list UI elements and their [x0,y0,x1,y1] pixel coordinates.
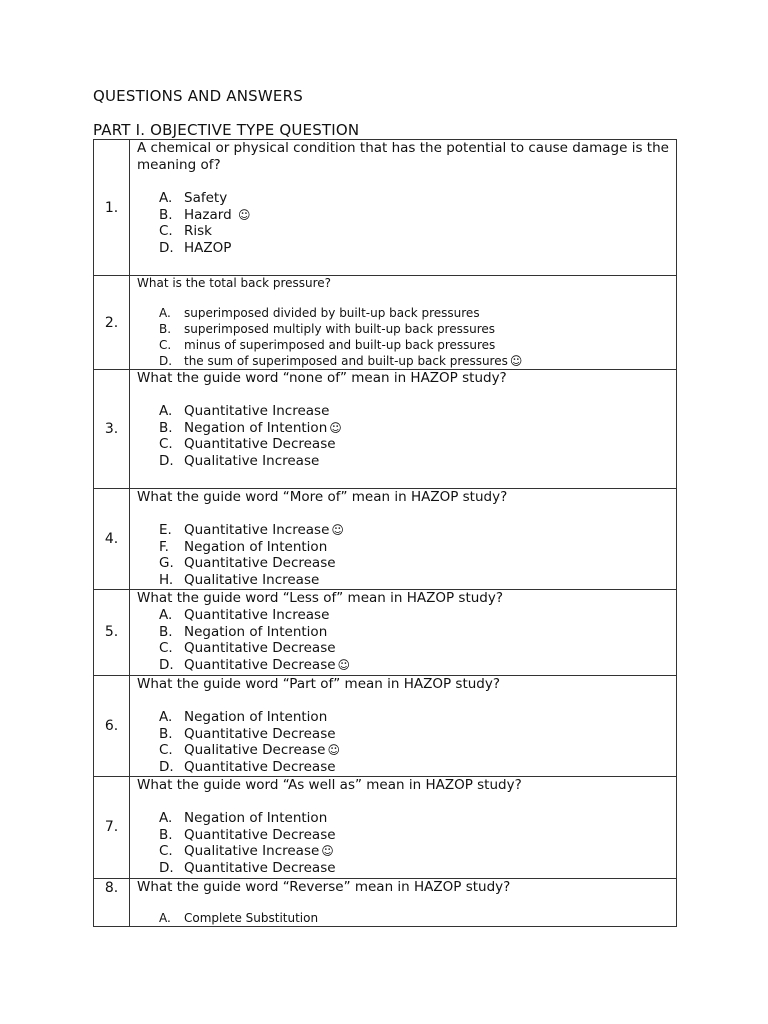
options-list [137,522,672,589]
question-cell [130,140,677,276]
question-text: What the guide word “Part of” mean in HAZOP study? [137,675,501,692]
options-list [137,403,672,470]
smiley-icon: ☺ [327,743,340,758]
option-text: Quantitative Increase [184,522,330,538]
smiley-icon: ☺ [331,523,344,537]
question-row-2 [94,276,677,370]
options-list [137,305,672,369]
option [137,843,672,860]
option [137,223,672,240]
option-letter: B. [159,826,173,843]
option [137,657,672,674]
option-text: Risk [184,223,212,240]
option [137,726,672,743]
question-cell [130,675,677,776]
question-row-6 [94,675,677,776]
option-letter: A. [159,708,173,725]
option-letter: H. [159,572,174,589]
option-text: Qualitative Decrease [184,742,326,759]
option [137,353,672,369]
question-row-7 [94,776,677,878]
part-heading: PART I. OBJECTIVE TYPE QUESTION [93,121,360,139]
question-number: 4. [94,489,130,590]
option [137,207,672,224]
option-text: Quantitative Decrease [184,640,336,657]
question-number: 6. [94,675,130,776]
option-letter: D. [159,656,174,673]
options-list [137,910,672,926]
option-text: the sum of superimposed and built-up back pressures [184,354,508,368]
smiley-icon: ☺ [509,354,523,368]
option [137,759,672,776]
option-text: Safety [184,190,228,206]
option-letter: E. [159,522,172,538]
option-letter: B. [159,623,173,640]
question-text: What the guide word “Less of” mean in HAZOP study? [137,589,504,606]
option-letter: G. [159,555,174,572]
option-text: Hazard [184,206,236,223]
option-letter: D. [159,859,174,876]
option-text: Quantitative Increase [184,606,330,623]
option [137,240,672,257]
option-text: Quantitative Decrease [184,656,336,673]
option [137,640,672,657]
option-letter: D. [159,758,174,775]
question-text: What the guide word “More of” mean in HAZOP study? [137,489,508,505]
option-text: Negation of Intention [184,623,328,640]
question-text: What the guide word “Reverse” mean in HAZOP study? [137,878,511,895]
option [137,337,672,353]
option-text: Quantitative Decrease [184,758,336,775]
option-letter: B. [159,419,173,436]
option-letter: B. [159,322,172,336]
option [137,910,672,926]
option-text: superimposed multiply with built-up back pressures [184,322,496,336]
question-cell [130,276,677,370]
option [137,305,672,321]
option [137,190,672,207]
question-text: What is the total back pressure? [137,276,332,290]
question-text: A chemical or physical condition that has the potential to cause damage is the meaning of? [137,140,669,173]
question-number: 7. [94,776,130,878]
option-letter: D. [159,453,174,470]
option-letter: C. [159,742,173,759]
option [137,860,672,877]
option [137,403,672,420]
option [137,810,672,827]
option-text: Qualitative Increase [184,453,320,470]
option [137,453,672,470]
question-row-3 [94,370,677,489]
question-number: 1. [94,140,130,276]
option-text: Negation of Intention [184,419,328,436]
question-cell [130,878,677,926]
question-number: 2. [94,276,130,370]
option-letter: A. [159,910,171,925]
option [137,709,672,726]
smiley-icon: ☺ [321,844,334,859]
option-letter: A. [159,190,173,206]
question-row-4 [94,489,677,590]
option [137,321,672,337]
option [137,742,672,759]
smiley-icon: ☺ [237,207,251,222]
option-text: Negation of Intention [184,538,328,555]
option-letter: C. [159,640,173,657]
option [137,827,672,844]
question-row-5 [94,589,677,675]
option-text: Quantitative Decrease [184,725,336,742]
question-cell [130,589,677,675]
question-number: 3. [94,370,130,489]
option-letter: B. [159,725,173,742]
option [137,539,672,556]
option-text: Quantitative Decrease [184,826,336,843]
option-text: Complete Substitution [184,910,319,925]
question-number: 5. [94,589,130,675]
option-text: HAZOP [184,240,232,257]
option [137,555,672,572]
option [137,607,672,624]
option-letter: A. [159,403,173,419]
option-letter: F. [159,538,169,555]
option-text: Quantitative Decrease [184,436,336,453]
option-text: minus of superimposed and built-up back pressures [184,338,496,352]
option-text: Qualitative Increase [184,843,320,860]
smiley-icon: ☺ [337,657,351,672]
option-text: superimposed divided by built-up back pressures [184,306,480,320]
option-letter: A. [159,306,171,320]
question-row-1 [94,140,677,276]
option-letter: B. [159,206,173,223]
option-text: Quantitative Increase [184,403,330,419]
question-number: 8. [94,878,130,926]
option-text: Negation of Intention [184,708,328,725]
option [137,522,672,539]
option-letter: D. [159,240,174,257]
option-letter: A. [159,606,173,623]
option-letter: A. [159,809,173,826]
options-list [137,607,672,674]
option [137,436,672,453]
option [137,572,672,589]
options-list [137,709,672,776]
option-letter: C. [159,338,172,352]
option-text: Quantitative Decrease [184,555,336,572]
options-list [137,810,672,877]
option-letter: C. [159,843,173,860]
option-letter: C. [159,223,173,240]
option-text: Qualitative Increase [184,572,320,589]
question-cell [130,489,677,590]
question-row-8 [94,878,677,926]
question-text: What the guide word “none of” mean in HAZOP study? [137,370,507,386]
question-cell [130,370,677,489]
options-list [137,190,672,257]
questions-table [93,139,677,927]
option [137,420,672,437]
option-text: Quantitative Decrease [184,859,336,876]
question-text: What the guide word “As well as” mean in HAZOP study? [137,776,522,793]
question-cell [130,776,677,878]
option [137,624,672,641]
option-letter: D. [159,354,173,368]
smiley-icon: ☺ [329,420,342,435]
option-text: Negation of Intention [184,809,328,826]
option-letter: C. [159,436,173,453]
document-title: QUESTIONS AND ANSWERS [93,87,303,105]
